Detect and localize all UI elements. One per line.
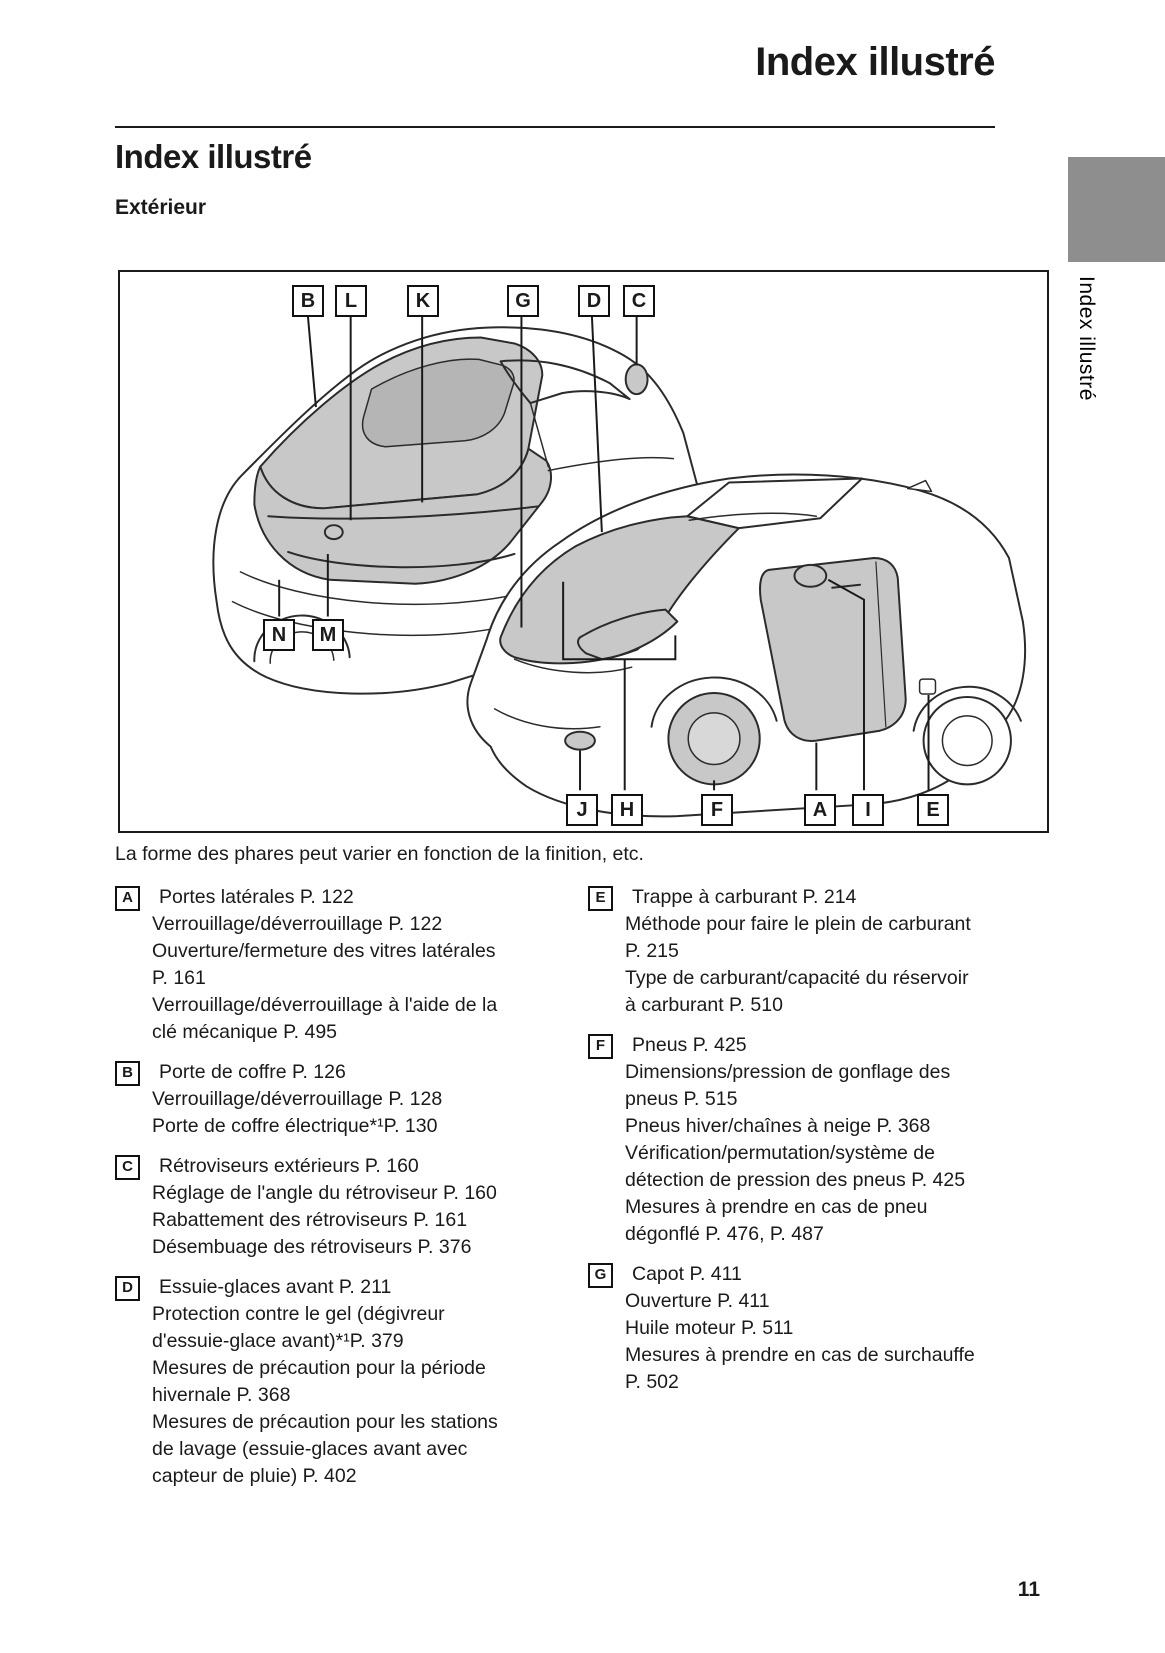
callout-m: M xyxy=(312,619,344,651)
index-item-title: Capot P. 411 xyxy=(632,1263,742,1285)
section-heading: Index illustré xyxy=(115,138,312,175)
index-entry: Ouverture/fermeture des vitres latérales P. 161 xyxy=(152,940,496,989)
index-entry: Verrouillage/déverrouillage à l'aide de la clé mécanique P. 495 xyxy=(152,994,498,1043)
car-illustration xyxy=(120,272,1047,831)
item-letter-badge: C xyxy=(115,1155,140,1180)
item-letter-badge: E xyxy=(588,886,613,911)
item-letter-badge: A xyxy=(115,886,140,911)
index-entry: Désembuage des rétroviseurs P. 376 xyxy=(152,1236,472,1258)
callout-f: F xyxy=(701,794,733,826)
index-entry: Type de carburant/capacité du réservoir à carburant P. 510 xyxy=(625,967,969,1016)
index-entry: Pneus hiver/chaînes à neige P. 368 xyxy=(625,1115,931,1137)
index-item-b xyxy=(115,1059,520,1140)
index-item-title: Rétroviseurs extérieurs P. 160 xyxy=(159,1155,419,1177)
page-title: Index illustré xyxy=(755,40,995,84)
index-item-d xyxy=(115,1274,520,1490)
callout-k: K xyxy=(407,285,439,317)
item-letter-badge: D xyxy=(115,1276,140,1301)
index-item-title: Portes latérales P. 122 xyxy=(159,886,354,908)
exterior-diagram xyxy=(118,270,1049,833)
index-entry: Mesures à prendre en cas de surchauffe P. 502 xyxy=(625,1344,975,1393)
index-entry: Porte de coffre électrique*¹P. 130 xyxy=(152,1115,438,1137)
index-item-title: Trappe à carburant P. 214 xyxy=(632,886,857,908)
header-rule xyxy=(115,126,995,128)
callout-h: H xyxy=(611,794,643,826)
callout-a: A xyxy=(804,794,836,826)
index-item-g xyxy=(588,1261,988,1396)
index-right-column xyxy=(588,884,988,1409)
index-item-title: Porte de coffre P. 126 xyxy=(159,1061,346,1083)
callout-g: G xyxy=(507,285,539,317)
item-letter-badge: B xyxy=(115,1061,140,1086)
callout-j: J xyxy=(566,794,598,826)
callout-d: D xyxy=(578,285,610,317)
index-item-c xyxy=(115,1153,520,1261)
page-number: 11 xyxy=(1017,1578,1040,1601)
item-letter-badge: G xyxy=(588,1263,613,1288)
index-entry: Protection contre le gel (dégivreur d'essuie-glace avant)*¹P. 379 xyxy=(152,1303,445,1352)
chapter-tab-label: Index illustré xyxy=(1075,276,1098,401)
index-item-title: Pneus P. 425 xyxy=(632,1034,747,1056)
callout-b: B xyxy=(292,285,324,317)
item-letter-badge: F xyxy=(588,1034,613,1059)
callout-i: I xyxy=(852,794,884,826)
index-entry: Réglage de l'angle du rétroviseur P. 160 xyxy=(152,1182,497,1204)
index-entry: Dimensions/pression de gonflage des pneus P. 515 xyxy=(625,1061,951,1110)
callout-n: N xyxy=(263,619,295,651)
callout-l: L xyxy=(335,285,367,317)
index-entry: Mesures de précaution pour la période hivernale P. 368 xyxy=(152,1357,486,1406)
callout-c: C xyxy=(623,285,655,317)
index-entry: Vérification/permutation/système de détection de pression des pneus P. 425 xyxy=(625,1142,966,1191)
index-entry: Rabattement des rétroviseurs P. 161 xyxy=(152,1209,468,1231)
index-left-column xyxy=(115,884,520,1503)
index-item-a xyxy=(115,884,520,1046)
index-entry: Verrouillage/déverrouillage P. 122 xyxy=(152,913,443,935)
index-item-f xyxy=(588,1032,988,1248)
chapter-tab xyxy=(1068,157,1165,262)
index-entry: Mesures de précaution pour les stations de lavage (essuie-glaces avant avec capteur de pluie) P. 402 xyxy=(152,1411,498,1487)
callout-e: E xyxy=(917,794,949,826)
index-entry: Verrouillage/déverrouillage P. 128 xyxy=(152,1088,443,1110)
index-entry: Ouverture P. 411 xyxy=(625,1290,770,1312)
index-entry: Mesures à prendre en cas de pneu dégonflé P. 476, P. 487 xyxy=(625,1196,928,1245)
index-item-e xyxy=(588,884,988,1019)
index-entry: Huile moteur P. 511 xyxy=(625,1317,794,1339)
headlamp-note: La forme des phares peut varier en fonction de la finition, etc. xyxy=(115,843,644,865)
section-subheading: Extérieur xyxy=(115,196,207,219)
index-item-title: Essuie-glaces avant P. 211 xyxy=(159,1276,392,1298)
index-entry: Méthode pour faire le plein de carburant P. 215 xyxy=(625,913,971,962)
